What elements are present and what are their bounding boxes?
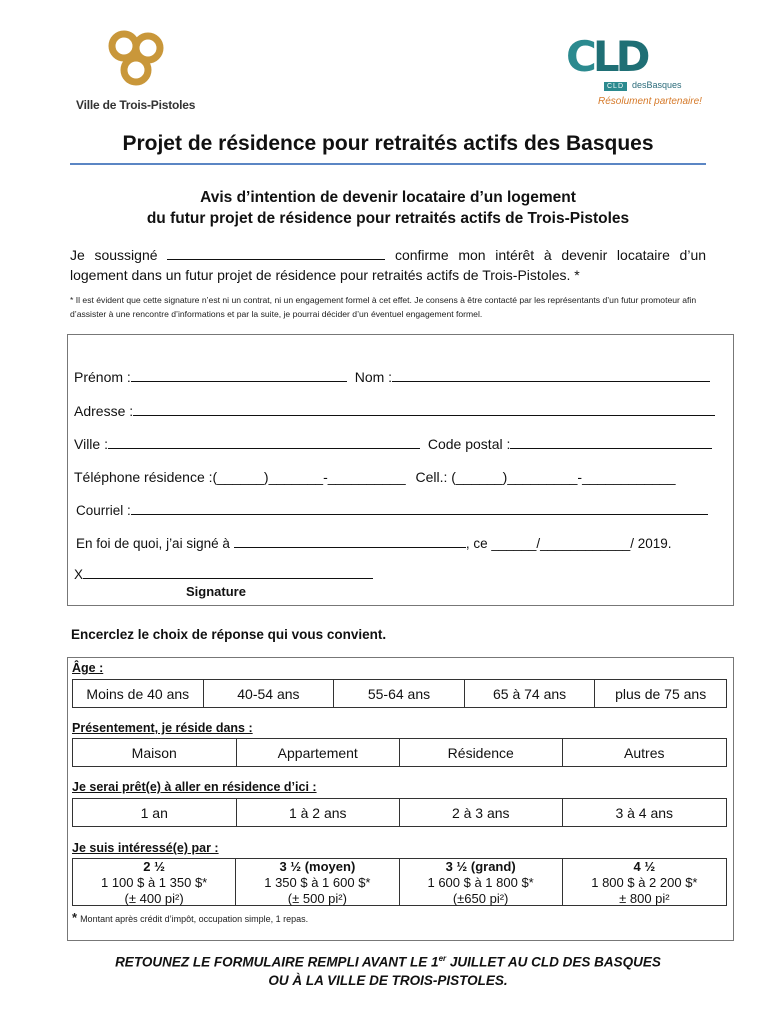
age-option[interactable]: 40-54 ans	[204, 680, 335, 707]
en-foi-label: En foi de quoi, j’ai signé à	[76, 536, 230, 551]
pret-label: Je serai prêt(e) à aller en résidence d’ici :	[72, 780, 317, 794]
title-divider	[70, 163, 706, 165]
age-option[interactable]: plus de 75 ans	[615, 685, 707, 702]
row-adresse	[74, 402, 715, 419]
subtitle-line-2: du futur projet de résidence pour retraités actifs de Trois-Pistoles	[146, 210, 630, 227]
code-postal-field[interactable]	[510, 435, 712, 449]
reside-option[interactable]: Maison	[73, 739, 237, 766]
logement-type: 2 ½	[143, 859, 165, 874]
age-label: Âge :	[72, 661, 104, 675]
reside-option[interactable]: Autres	[624, 744, 665, 761]
return-line-1-sup: er	[438, 954, 447, 963]
return-line-1b: JUILLET AU CLD DES BASQUES	[446, 954, 661, 970]
return-line-2: OU À LA VILLE DE TROIS-PISTOLES.	[268, 972, 508, 988]
row-telephone	[74, 469, 676, 485]
reside-options	[72, 738, 727, 767]
logement-option[interactable]	[400, 859, 563, 905]
logement-size: (±650 pi²)	[452, 891, 509, 906]
logement-size: (± 500 pi²)	[287, 891, 347, 906]
telephone-field[interactable]: Téléphone résidence :(______)_______-__________	[74, 469, 406, 485]
row-en-foi	[76, 534, 672, 551]
return-line-1	[70, 950, 706, 972]
lieu-field[interactable]	[234, 534, 466, 548]
cell-field[interactable]: Cell.: (______)_________-____________	[415, 469, 676, 485]
logement-price: 1 800 $ à 2 200 $*	[591, 875, 698, 890]
subtitle	[70, 187, 706, 229]
logement-size: ± 800 pi²	[619, 891, 670, 906]
logement-price: 1 600 $ à 1 800 $*	[427, 875, 534, 890]
return-line-1a: RETOUNEZ LE FORMULAIRE REMPLI AVANT LE 1	[115, 954, 439, 970]
intro-before: Je soussigné	[70, 247, 158, 263]
cld-tagline: Résolument partenaire!	[598, 96, 702, 107]
date-field[interactable]: , ce ______/____________/ 2019.	[465, 536, 672, 551]
age-option[interactable]: Moins de 40 ans	[73, 680, 204, 707]
footnote: * Il est évident que cette signature n’est ni un contrat, ni un engagement formel à cet effet. Je consens à être contacté par les représentants d’un futur promoteur afin d’assister à une rencontre d’informations et par la suite, je pourrai décider d’un éventuel engagement formel.	[70, 295, 697, 319]
age-option[interactable]: 65 à 74 ans	[465, 680, 596, 707]
logement-size: (± 400 pi²)	[124, 891, 184, 906]
row-signature	[74, 565, 373, 582]
signature-x: X	[74, 567, 84, 582]
age-options	[72, 679, 727, 708]
price-note	[72, 910, 308, 925]
cld-logo-mark: CLD	[566, 32, 647, 81]
price-note-star: *	[72, 910, 78, 925]
subtitle-line-1: Avis d’intention de devenir locataire d’un logement	[200, 189, 576, 206]
row-courriel	[76, 501, 708, 518]
intro-paragraph	[70, 245, 706, 285]
pret-option[interactable]: 1 à 2 ans	[237, 799, 401, 826]
nom-field[interactable]	[392, 368, 710, 382]
cld-logo	[562, 30, 712, 115]
pret-option[interactable]: 1 an	[73, 799, 237, 826]
info-form-box	[67, 334, 734, 606]
city-emblem-icon	[106, 28, 168, 92]
courriel-label: Courriel :	[76, 503, 131, 518]
intro-after: confirme mon intérêt à devenir locataire d’un logement dans un futur projet de résidence pour retraités actifs de Trois-Pistoles. *	[70, 247, 707, 283]
logement-type: 3 ½ (moyen)	[279, 859, 356, 874]
choices-box	[67, 657, 734, 941]
courriel-field[interactable]	[131, 501, 708, 515]
interesse-label: Je suis intéressé(e) par :	[72, 841, 219, 855]
signature-field[interactable]	[83, 565, 373, 579]
prenom-field[interactable]	[131, 368, 347, 382]
adresse-label: Adresse :	[74, 403, 134, 419]
ville-field[interactable]	[108, 435, 420, 449]
reside-label: Présentement, je réside dans :	[72, 721, 253, 735]
row-prenom-nom	[74, 368, 710, 385]
age-option[interactable]: 55-64 ans	[334, 680, 465, 707]
reside-option[interactable]: Résidence	[400, 739, 563, 766]
encerclez-instruction: Encerclez le choix de réponse qui vous convient.	[71, 627, 387, 642]
pret-option[interactable]: 2 à 3 ans	[400, 799, 563, 826]
city-logo	[70, 28, 210, 118]
return-instructions	[70, 950, 706, 990]
signature-label: Signature	[186, 584, 246, 599]
ville-label: Ville :	[74, 436, 108, 452]
pret-option[interactable]: 3 à 4 ans	[615, 804, 674, 821]
page-title: Projet de résidence pour retraités actifs des Basques	[122, 132, 654, 155]
cld-logo-basques: desBasques	[632, 80, 682, 90]
price-note-text: Montant après crédit d’impôt, occupation simple, 1 repas.	[80, 914, 309, 924]
logement-type: 3 ½ (grand)	[445, 859, 516, 874]
cld-logo-small: CLD	[604, 82, 627, 91]
logement-option[interactable]	[563, 859, 726, 905]
city-logo-text: Ville de Trois-Pistoles	[76, 98, 196, 112]
logement-option[interactable]	[73, 859, 236, 905]
logement-price: 1 100 $ à 1 350 $*	[100, 875, 208, 890]
name-blank-field[interactable]	[167, 248, 385, 260]
logement-option[interactable]	[236, 859, 399, 905]
code-postal-label: Code postal :	[427, 436, 511, 452]
adresse-field[interactable]	[133, 402, 715, 416]
prenom-label: Prénom :	[74, 369, 131, 385]
logement-price: 1 350 $ à 1 600 $*	[264, 875, 371, 890]
reside-option[interactable]: Appartement	[237, 739, 401, 766]
interesse-options	[72, 858, 727, 906]
row-ville	[74, 435, 712, 452]
pret-options	[72, 798, 727, 827]
logement-type: 4 ½	[633, 859, 656, 874]
nom-label: Nom :	[354, 369, 393, 385]
